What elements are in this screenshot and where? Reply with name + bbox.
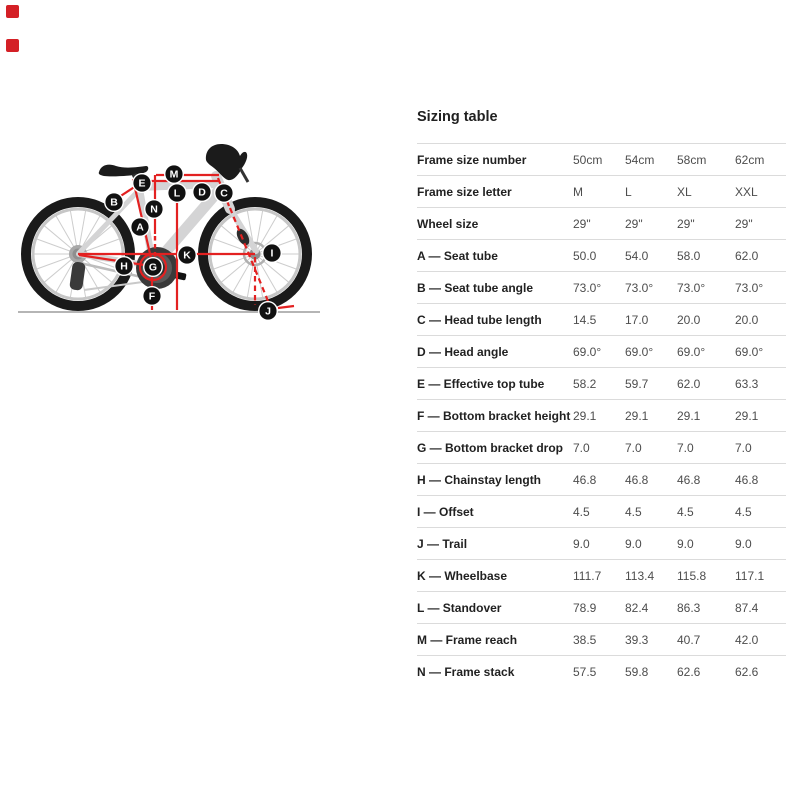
row-value: 111.7 <box>573 568 602 583</box>
row-value: 29.1 <box>573 408 597 423</box>
trail-tick <box>278 306 294 308</box>
table-row <box>417 176 786 208</box>
row-value: 87.4 <box>735 600 759 615</box>
table-row <box>417 624 786 656</box>
dimension-letter: H <box>120 260 128 273</box>
row-value: XXL <box>735 184 758 199</box>
row-value: 82.4 <box>625 600 649 615</box>
row-value: 73.0° <box>625 280 654 295</box>
row-value: 57.5 <box>573 664 597 679</box>
row-label: Frame size number <box>417 152 527 167</box>
row-value: 59.7 <box>625 376 649 391</box>
dimension-letter: E <box>138 177 146 190</box>
row-value: 29" <box>735 216 753 231</box>
row-label: H — Chainstay length <box>417 472 542 487</box>
row-value: 4.5 <box>735 504 752 519</box>
row-value: 29.1 <box>677 408 701 423</box>
dimension-letter: A <box>136 221 144 234</box>
row-value: 78.9 <box>573 600 597 615</box>
row-value: 29" <box>677 216 695 231</box>
row-value: 14.5 <box>573 312 597 327</box>
row-value: 58cm <box>677 152 707 167</box>
row-value: 73.0° <box>677 280 706 295</box>
dimension-letter: B <box>110 196 118 209</box>
row-value: 9.0 <box>677 536 694 551</box>
row-value: 46.8 <box>735 472 759 487</box>
row-label: F — Bottom bracket height <box>417 408 571 423</box>
dimension-letter: N <box>150 203 158 216</box>
wheel-spoke <box>220 254 255 284</box>
dimension-letter: F <box>148 290 156 303</box>
row-value: 62cm <box>735 152 765 167</box>
table-row <box>417 368 786 400</box>
row-value: 62.6 <box>735 664 759 679</box>
table-row <box>417 272 786 304</box>
dimension-letter: C <box>220 187 228 200</box>
row-value: XL <box>677 184 692 199</box>
row-value: 29" <box>625 216 643 231</box>
row-label: D — Head angle <box>417 344 509 359</box>
table-row <box>417 144 786 176</box>
table-row <box>417 496 786 528</box>
row-value: 59.8 <box>625 664 649 679</box>
row-value: 7.0 <box>735 440 752 455</box>
row-value: 29.1 <box>625 408 649 423</box>
row-value: 7.0 <box>625 440 642 455</box>
row-value: 69.0° <box>735 344 764 359</box>
row-value: 69.0° <box>677 344 706 359</box>
row-label: M — Frame reach <box>417 632 518 647</box>
row-label: J — Trail <box>417 536 468 551</box>
row-value: 7.0 <box>573 440 590 455</box>
bike-geometry-diagram <box>0 0 340 332</box>
row-value: 54cm <box>625 152 655 167</box>
row-value: 86.3 <box>677 600 701 615</box>
row-label: G — Bottom bracket drop <box>417 440 564 455</box>
row-value: 9.0 <box>625 536 642 551</box>
row-label: L — Standover <box>417 600 502 615</box>
row-label: K — Wheelbase <box>417 568 508 583</box>
table-row <box>417 592 786 624</box>
row-value: 63.3 <box>735 376 759 391</box>
table-row <box>417 464 786 496</box>
row-label: E — Effective top tube <box>417 376 545 391</box>
row-value: 20.0 <box>735 312 759 327</box>
row-value: 4.5 <box>625 504 642 519</box>
dimension-letter: G <box>148 261 158 274</box>
dimension-letter: I <box>270 247 274 260</box>
table-row <box>417 208 786 240</box>
row-value: 50cm <box>573 152 603 167</box>
table-row <box>417 304 786 336</box>
row-value: 29.1 <box>735 408 759 423</box>
row-value: 62.0 <box>677 376 701 391</box>
row-value: 4.5 <box>677 504 694 519</box>
row-value: 46.8 <box>573 472 597 487</box>
row-value: 29" <box>573 216 591 231</box>
row-value: 73.0° <box>735 280 764 295</box>
table-row <box>417 560 786 592</box>
row-value: 9.0 <box>573 536 590 551</box>
row-value: 115.8 <box>677 568 707 583</box>
row-value: M <box>573 184 583 199</box>
row-value: 46.8 <box>625 472 649 487</box>
row-value: 39.3 <box>625 632 649 647</box>
row-value: 20.0 <box>677 312 701 327</box>
dimension-letter: J <box>265 305 271 318</box>
dimension-letter: K <box>183 249 191 262</box>
brake-lever <box>240 168 248 182</box>
row-value: 38.5 <box>573 632 597 647</box>
row-value: 58.0 <box>677 248 701 263</box>
row-value: 113.4 <box>625 568 655 583</box>
row-label: N — Frame stack <box>417 664 515 679</box>
row-value: 50.0 <box>573 248 597 263</box>
row-value: 9.0 <box>735 536 752 551</box>
row-value: 17.0 <box>625 312 649 327</box>
dimension-letter: D <box>198 186 206 199</box>
table-row <box>417 528 786 560</box>
dimension-letter: M <box>169 168 179 181</box>
table-row <box>417 656 786 688</box>
dimension-letter: L <box>173 187 181 200</box>
table-row <box>417 400 786 432</box>
row-value: 40.7 <box>677 632 701 647</box>
row-value: 7.0 <box>677 440 694 455</box>
row-label: C — Head tube length <box>417 312 542 327</box>
row-label: I — Offset <box>417 504 474 519</box>
row-value: L <box>625 184 632 199</box>
row-value: 46.8 <box>677 472 701 487</box>
row-value: 117.1 <box>735 568 765 583</box>
row-label: Frame size letter <box>417 184 512 199</box>
row-label: B — Seat tube angle <box>417 280 534 295</box>
row-value: 69.0° <box>573 344 602 359</box>
row-value: 54.0 <box>625 248 649 263</box>
row-label: Wheel size <box>417 216 479 231</box>
row-value: 62.0 <box>735 248 759 263</box>
row-value: 58.2 <box>573 376 597 391</box>
row-value: 73.0° <box>573 280 602 295</box>
row-value: 62.6 <box>677 664 701 679</box>
row-value: 42.0 <box>735 632 759 647</box>
row-value: 4.5 <box>573 504 590 519</box>
table-row <box>417 336 786 368</box>
table-row <box>417 240 786 272</box>
sizing-table-title: Sizing table <box>417 109 498 125</box>
row-value: 69.0° <box>625 344 654 359</box>
table-row <box>417 432 786 464</box>
row-label: A — Seat tube <box>417 248 498 263</box>
sizing-table <box>417 143 786 688</box>
